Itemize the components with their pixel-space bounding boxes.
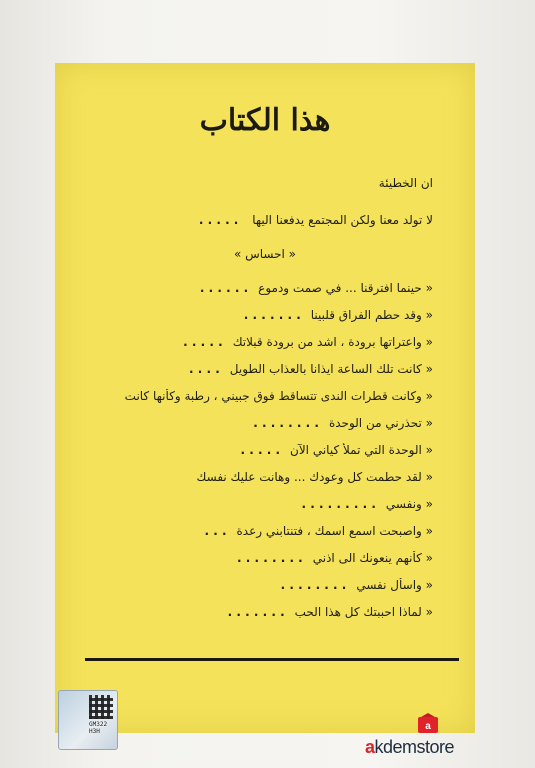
entry-leader-dots: . . . . . . . [243, 308, 301, 322]
entry-text: « واسأل نفسي [356, 578, 433, 592]
entry-leader-dots: . . . . . . . . [253, 416, 319, 430]
entry-leader-dots: . . . . . . [199, 281, 249, 295]
entry-text: « كانت تلك الساعة ايذانا بالعذاب الطويل [229, 362, 433, 376]
entry-leader-dots: . . . . . . . . [237, 551, 303, 565]
entry-leader-dots: . . . . [188, 362, 220, 376]
book-heading: هذا الكتاب [199, 103, 331, 138]
entry-text: « كأنهم ينعونك الى اذني [312, 551, 433, 565]
qr-code-icon [89, 695, 113, 719]
entry-text: « ونفسي [385, 497, 433, 511]
entry-text: « لماذا احببتك كل هذا الحب [294, 605, 433, 619]
entry-text: « وقد حطم الفراق قلبينا [310, 308, 433, 322]
entry-leader-dots: . . . [204, 524, 227, 538]
entry-text: « وكانت قطرات الندى تتساقط فوق جبيني ، رطبة وكأنها كانت [124, 389, 433, 403]
entry-line [95, 416, 433, 430]
entry-line [95, 281, 433, 295]
brand-rest: kdemstore [374, 737, 455, 757]
svg-text:a: a [425, 721, 431, 732]
entry-text: « واصبحت اسمع اسمك ، فتنتابني رعدة [236, 524, 433, 538]
barcode-sticker [58, 690, 118, 750]
horizontal-rule [85, 658, 459, 661]
brand-accent: a [365, 737, 375, 757]
yellow-content-panel [55, 63, 475, 733]
entry-line [95, 470, 433, 484]
intro-line-2 [199, 213, 433, 227]
entry-leader-dots: . . . . . [240, 443, 281, 457]
entry-leader-dots: . . . . . . . [227, 605, 285, 619]
sticker-code: GM322 H3H [89, 721, 108, 735]
entry-line [95, 524, 433, 538]
entry-text: « تحذرني من الوحدة [328, 416, 433, 430]
entry-leader-dots: . . . . . . . . [280, 578, 347, 592]
brand-wordmark [365, 737, 454, 758]
entry-text: « حينما افترقنا ... في صمت ودموع [258, 281, 433, 295]
akdem-logo-icon [417, 712, 439, 734]
intro-line-1: ان الخطيئة [378, 176, 433, 190]
entry-text: « لقد حطمت كل وعودك ... وهانت عليك نفسك [196, 470, 433, 484]
entry-line [95, 605, 433, 619]
entry-line [95, 578, 433, 592]
entry-line [95, 389, 433, 403]
entry-line [95, 497, 433, 511]
intro-leader: . . . . . [198, 213, 239, 227]
section-title: « احساس » [233, 247, 297, 261]
entry-text: « الوحدة التي تملأ كياني الآن [290, 443, 433, 457]
entry-line [95, 551, 433, 565]
entry-line [95, 362, 433, 376]
entry-line [95, 335, 433, 349]
entry-text: « واعتراتها برودة ، اشد من برودة قبلاتك [232, 335, 433, 349]
entry-leader-dots: . . . . . . . . . [301, 497, 376, 511]
intro-line-2-text: لا تولد معنا ولكن المجتمع يدفعنا اليها [252, 213, 433, 227]
entry-line [95, 443, 433, 457]
entry-leader-dots: . . . . . [183, 335, 223, 349]
entry-line [95, 308, 433, 322]
